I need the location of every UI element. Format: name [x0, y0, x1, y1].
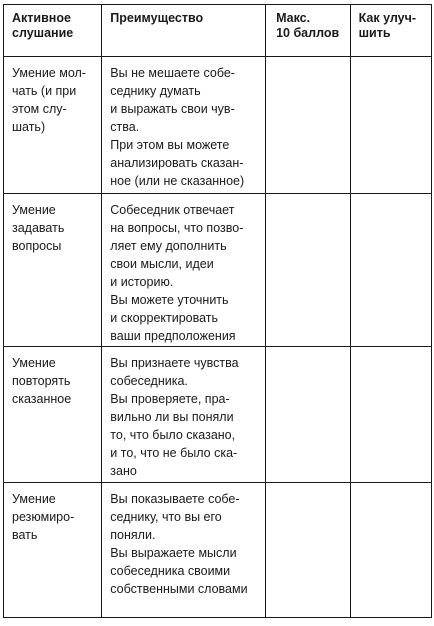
improve-cell[interactable] [350, 483, 431, 618]
table-row [4, 194, 432, 347]
improve-cell[interactable] [350, 194, 431, 347]
table-row [4, 347, 432, 483]
header-active-listening: Активное слушание [4, 5, 102, 57]
skill-cell: Умение задавать вопросы [4, 194, 102, 347]
skill-cell: Умение мол- чать (и при этом слу- шать) [4, 57, 102, 194]
improve-cell[interactable] [350, 347, 431, 483]
max-score-cell[interactable] [266, 347, 351, 483]
evaluation-table [3, 4, 432, 618]
advantage-cell: Собеседник отвечает на вопросы, что позво- ляет ему дополнить свои мысли, идеи и историю. Вы можете уточнить и скорректировать ваши предположения [102, 194, 266, 347]
header-row [4, 5, 432, 57]
skill-cell: Умение резюмиро- вать [4, 483, 102, 618]
advantage-cell: Вы показываете собе- седнику, что вы его поняли. Вы выражаете мысли собеседника своими собственными словами [102, 483, 266, 618]
improve-cell[interactable] [350, 57, 431, 194]
table-row [4, 483, 432, 618]
max-score-cell[interactable] [266, 57, 351, 194]
advantage-cell: Вы признаете чувства собеседника. Вы проверяете, пра- вильно ли вы поняли то, что было сказано, и то, что не было ска- зано [102, 347, 266, 483]
advantage-cell: Вы не мешаете собе- седнику думать и выражать свои чув- ства. При этом вы можете анализировать сказан- ное (или не сказанное) [102, 57, 266, 194]
max-score-cell[interactable] [266, 194, 351, 347]
skill-cell: Умение повторять сказанное [4, 347, 102, 483]
header-how-to-improve: Как улуч- шить [350, 5, 431, 57]
max-score-cell[interactable] [266, 483, 351, 618]
header-advantage: Преимущество [102, 5, 266, 57]
header-max-score: Макс. 10 баллов [266, 5, 351, 57]
table-row [4, 57, 432, 194]
